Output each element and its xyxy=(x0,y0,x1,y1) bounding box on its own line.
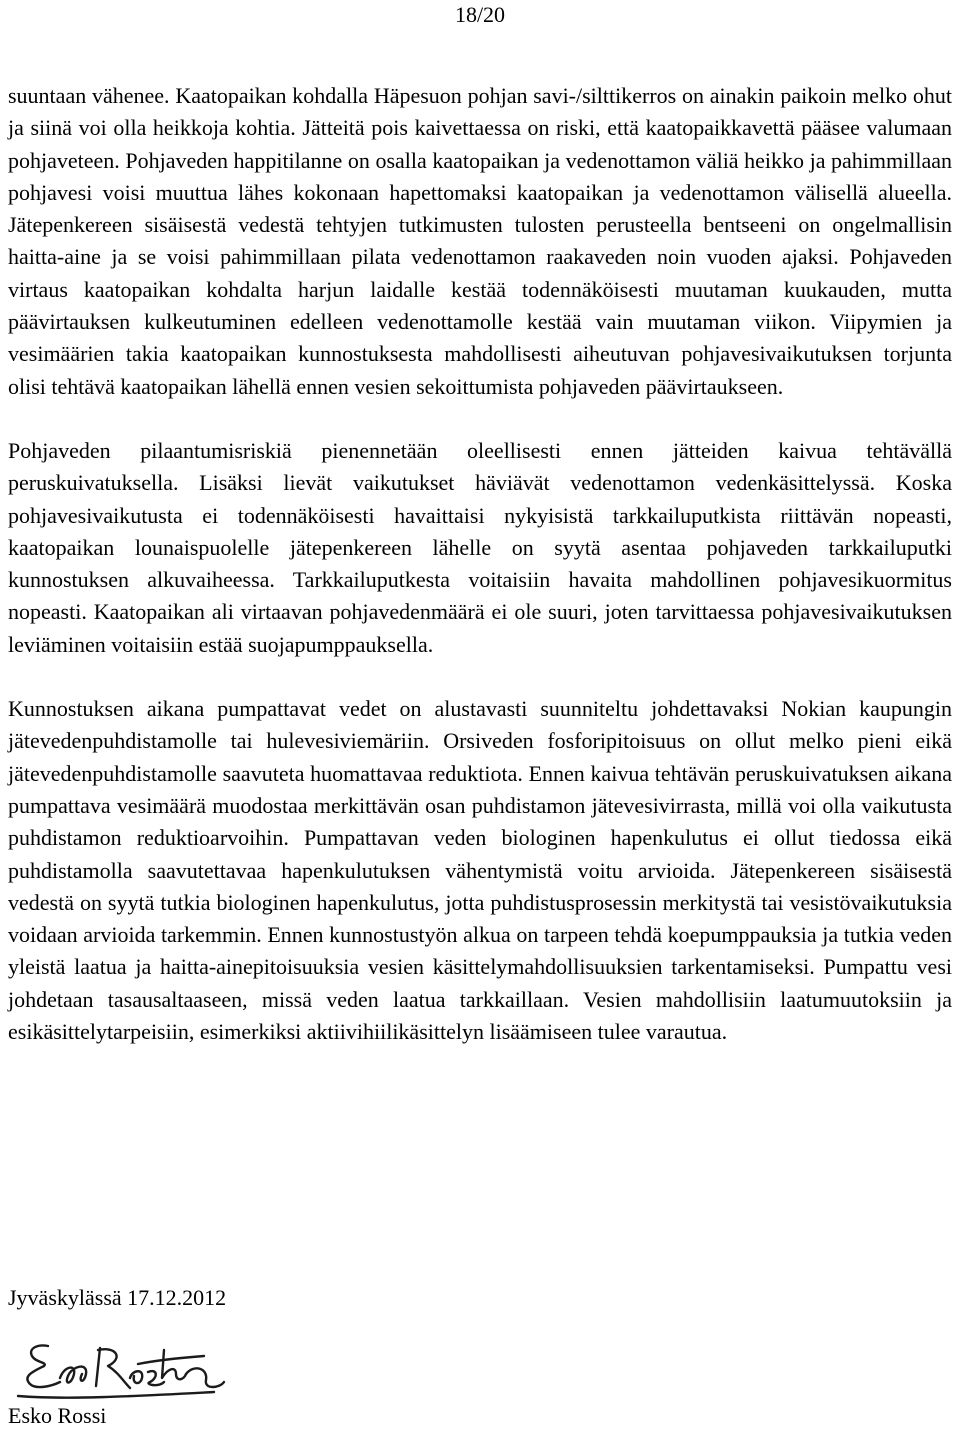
document-body xyxy=(8,80,952,1048)
signer-name: Esko Rossi xyxy=(8,1403,107,1428)
body-paragraph-3: Kunnostuksen aikana pumpattavat vedet on alustavasti suunniteltu johdettavaksi Nokian kaupungin jätevedenpuhdistamolle tai hulevesiviemäriin. Orsiveden fosforipitoisuus on ollut melko pieni eikä jätevedenpuhdistamolle saavuteta huomattavaa reduktiota. Ennen kaivua tehtävän peruskuivatuksen aikana pumpattava vesimäärä muodostaa merkittävän osan puhdistamon jätevesivirrasta, millä voi olla vaikutusta puhdistamon reduktioarvoihin. Pumpattavan veden biologinen hapenkulutus ei ollut tiedossa eikä puhdistamolla saavutettavaa hapenkulutuksen vähentymistä voitu arvioida. Jätepenkereen sisäisestä vedestä on syytä tutkia biologinen hapenkulutus, jotta puhdistusprosessin merkitystä tai vesistövaikutuksia voidaan arvioida tarkemmin. Ennen kunnostustyön alkua on tarpeen tehdä koepumppauksia ja tutkia veden yleistä laatua ja haitta-ainepitoisuuksia vesien käsittelymahdollisuuksien tarkentamiseksi. Pumpattu vesi johdetaan tasausaltaaseen, missä veden laatua tarkkaillaan. Vesien mahdollisiin laatumuutoksiin ja esikäsittelytarpeisiin, esimerkiksi aktiivihiilikäsittelyn lisäämiseen tulee varautua. xyxy=(8,696,952,1045)
place-date: Jyväskylässä 17.12.2012 xyxy=(8,1285,227,1310)
body-paragraph-2: Pohjaveden pilaantumisriskiä pienennetään oleellisesti ennen jätteiden kaivua tehtävällä peruskuivatuksella. Lisäksi lievät vaikutukset häviävät vedenottamon vedenkäsittelyssä. Koska pohjavesivaikutusta ei todennäköisesti havaittaisi nykyisistä tarkkailuputkista riittävän nopeasti, kaatopaikan lounaispuolelle jätepenkereen lähelle on syytä asentaa pohjaveden tarkkailuputki kunnostuksen alkuvaiheessa. Tarkkailuputkesta voitaisiin havaita mahdollinen pohjavesikuormitus nopeasti. Kaatopaikan ali virtaavan pohjavedenmäärä ei ole suuri, joten tarvittaessa pohjavesivaikutuksen leviäminen voitaisiin estää suojapumppauksella. xyxy=(8,437,952,657)
page-number: 18/20 xyxy=(454,2,506,27)
body-paragraph-1: suuntaan vähenee. Kaatopaikan kohdalla Häpesuon pohjan savi-/silttikerros on ainakin paikoin melko ohut ja siinä voi olla heikkoja kohtia. Jätteitä pois kaivettaessa on riski, että kaatopaikkavettä pääsee valumaan pohjaveteen. Pohjaveden happitilanne on osalla kaatopaikan ja vedenottamon väliä heikko ja pahimmillaan pohjavesi voisi muuttua lähes kokonaan hapettomaksi kaatopaikan ja vedenottamon välisellä alueella. Jätepenkereen sisäisestä vedestä tehtyjen tutkimusten tulosten perusteella bentseeni on ongelmallisin haitta-aine ja se voisi pahimmillaan pilata vedenottamon raakaveden noin vuoden ajaksi. Pohjaveden virtaus kaatopaikan kohdalta harjun laidalle kestää todennäköisesti muutaman kuukauden, mutta päävirtauksen kulkeutuminen edelleen vedenottamolle kestää vain muutaman viikon. Viipymien ja vesimäärien takia kaatopaikan kunnostuksesta mahdollisesti aiheutuvan pohjavesivaikutuksen torjunta olisi tehtävä kaatopaikan lähellä ennen vesien sekoittumista pohjaveden päävirtaukseen. xyxy=(8,83,952,399)
